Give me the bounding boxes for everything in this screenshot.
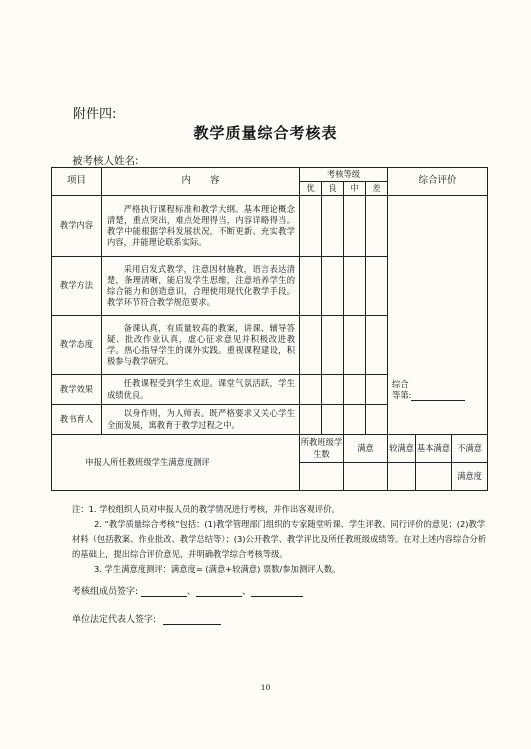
- row-content: 任教课程受到学生欢迎。课堂气氛活跃，学生成绩优良。: [102, 375, 300, 405]
- signature-blank[interactable]: [141, 587, 187, 597]
- row-item: 教学态度: [52, 316, 102, 375]
- header-grade: 考核等级: [300, 168, 388, 182]
- row-content: 严格执行课程标准和教学大纲。基本理论概念清楚，重点突出，难点处理得当，内容详略得当。教学中能根据学科发展状况，不断更新、充实教学内容，并能理论联系实际。: [102, 196, 300, 257]
- grade-cell[interactable]: [300, 257, 322, 316]
- signature-legal-label: 单位法定代表人签字:: [72, 615, 157, 625]
- grade-cell[interactable]: [366, 375, 388, 405]
- grade-cell[interactable]: [300, 316, 322, 375]
- level-dissatisfied: 不满意: [452, 435, 488, 463]
- signature-legal: [72, 612, 221, 625]
- notes: [72, 502, 492, 577]
- grade-cell[interactable]: [322, 375, 344, 405]
- signature-members: 考核组成员签字: 、 、: [72, 584, 303, 597]
- examinee-name-label: 被考核人姓名:: [72, 155, 139, 167]
- row-content: 采用启发式教学，注意因材施教，语言表达清楚，条理清晰，能启发学生思维，注意培养学生的综合能力和创造意识，合理使用现代化教学手段。教学环节符合教学规范要求。: [102, 257, 300, 316]
- grade-cell[interactable]: [300, 375, 322, 405]
- level-basically-satisfied: 基本满意: [416, 435, 452, 463]
- grade-cell[interactable]: [322, 196, 344, 257]
- grade-cell[interactable]: [322, 405, 344, 435]
- overall-label: 综合: [392, 378, 409, 389]
- signature-blank[interactable]: [163, 615, 221, 625]
- grade-good: 良: [322, 182, 344, 196]
- grade-cell[interactable]: [300, 196, 322, 257]
- header-content: 内 容: [102, 168, 300, 196]
- grade-cell[interactable]: [366, 257, 388, 316]
- note-1: 注：1. 学校组织人员对申报人员的教学情况进行考核，并作出客观评价。: [72, 504, 340, 514]
- grade-cell[interactable]: [300, 405, 322, 435]
- grade-cell[interactable]: [344, 405, 366, 435]
- note-2: 2. “教学质量综合考核”包括：(1)教学管理部门组织的专家随堂听课、学生评教、同行评价的意见；(2)教学材料（包括教案、作业批改、教学总结等）；(3)公开教学、教学评比及所任教班级成绩等。在对上述内容综合分析的基础上，提出综合评价意见，并明确教学综合考核等级。: [72, 519, 487, 559]
- grade-cell[interactable]: [344, 196, 366, 257]
- satisfied-value[interactable]: [344, 463, 388, 491]
- level-satisfied: 满意: [344, 435, 388, 463]
- satisfaction-header-row: [52, 435, 488, 463]
- signature-members-label: 考核组成员签字:: [72, 587, 139, 597]
- grade-average: 中: [344, 182, 366, 196]
- overall-grade-blank[interactable]: [411, 392, 465, 401]
- grade-cell[interactable]: [344, 257, 366, 316]
- row-content: 以身作则，为人师表。既严格要求又关心学生全面发展，寓教育于教学过程之中。: [102, 405, 300, 435]
- student-count-label: 所教班级学生数: [300, 435, 344, 463]
- signature-blank[interactable]: [251, 587, 303, 597]
- grade-excellent: 优: [300, 182, 322, 196]
- grade-cell[interactable]: [366, 316, 388, 375]
- level-satisfaction-rate: 满意度: [452, 463, 488, 491]
- note-3: 3. 学生满意度测评：满意度= (满意+较满意) 票数/参加测评人数。: [94, 564, 341, 574]
- basically-satisfied-value[interactable]: [416, 463, 452, 491]
- header-overall: 综合评价: [388, 168, 488, 196]
- grade-cell[interactable]: [322, 257, 344, 316]
- assessment-table: [51, 167, 488, 491]
- header-item: 项目: [52, 168, 102, 196]
- page-title: 教学质量综合考核表: [193, 124, 338, 142]
- row-item: 教学效果: [52, 375, 102, 405]
- satisfaction-label: 申报人所任教班级学生满意度测评: [52, 435, 300, 491]
- signature-blank[interactable]: [196, 587, 242, 597]
- table-row: [52, 196, 488, 257]
- row-item: 教书育人: [52, 405, 102, 435]
- row-content: 备课认真，有质量较高的教案，讲课、辅导答疑、批改作业认真，虚心征求意见并积极改进教学。热心指导学生的课外实践。重视课程建设，积极参与教学研究。: [102, 316, 300, 375]
- attachment-label: 附件四:: [73, 107, 117, 122]
- overall-evaluation-cell[interactable]: [388, 196, 488, 435]
- grade-cell[interactable]: [344, 375, 366, 405]
- grade-poor: 差: [366, 182, 388, 196]
- grade-cell[interactable]: [366, 405, 388, 435]
- grade-cell[interactable]: [366, 196, 388, 257]
- student-count-value[interactable]: [300, 463, 344, 491]
- page-number: 10: [260, 683, 271, 692]
- level-fairly-satisfied: 较满意: [388, 435, 416, 463]
- overall-grade-label: 等第:: [392, 390, 412, 400]
- row-item: 教学方法: [52, 257, 102, 316]
- row-item: 教学内容: [52, 196, 102, 257]
- fairly-satisfied-value[interactable]: [388, 463, 416, 491]
- grade-cell[interactable]: [322, 316, 344, 375]
- grade-cell[interactable]: [344, 316, 366, 375]
